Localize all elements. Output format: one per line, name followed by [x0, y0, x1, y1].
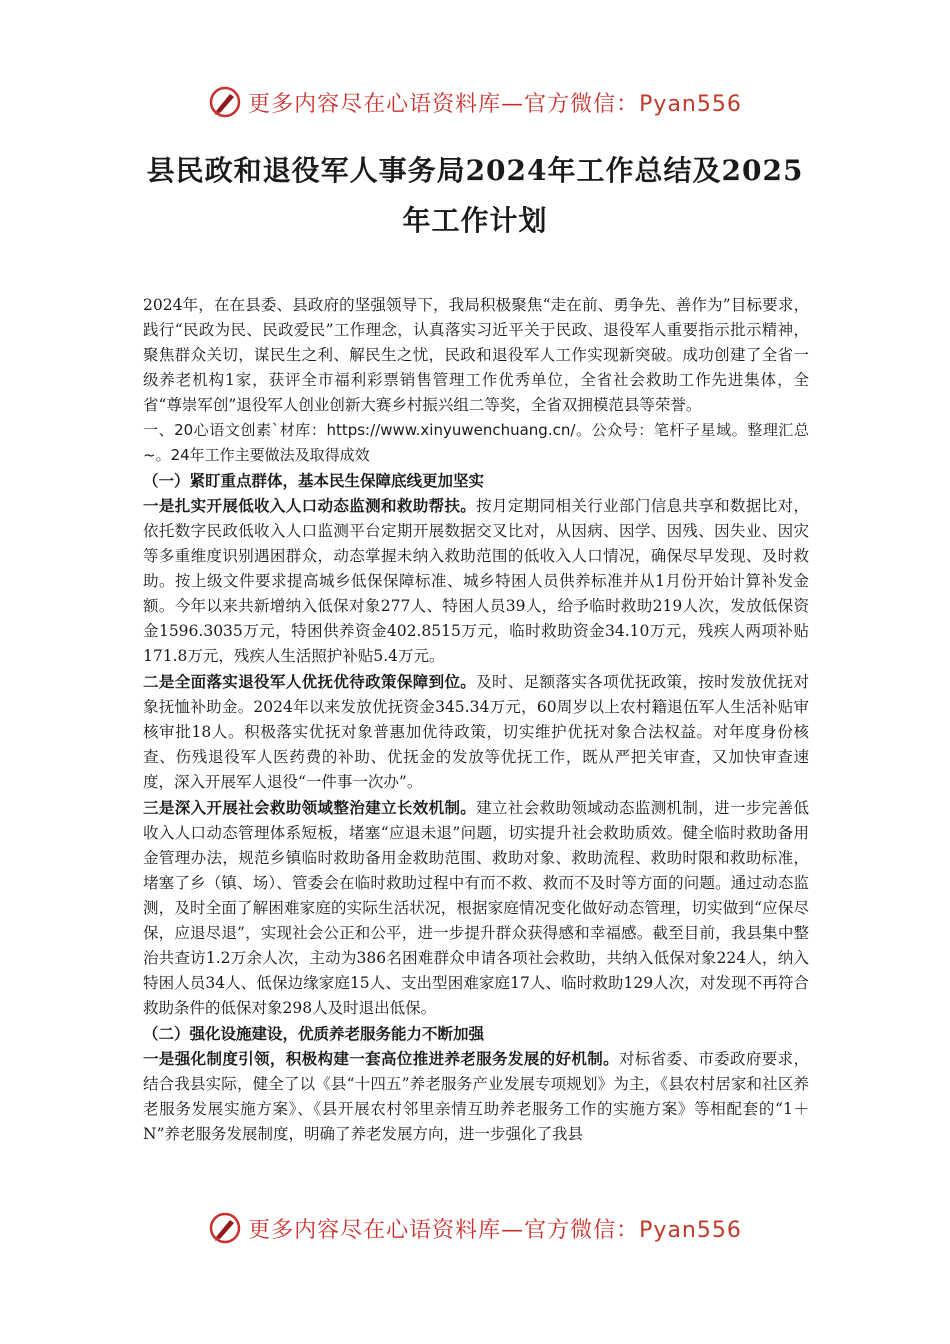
pen-logo-icon: [208, 85, 242, 119]
page-title: [120, 146, 830, 246]
pen-logo-icon: [208, 1211, 242, 1245]
paragraph-3-text: 建立社会救助领域动态监测机制，进一步完善低收入人口动态管理体系短板，堵塞“应退未退”问题，切实提升社会救助质效。健全临时救助备用金管理办法，规范乡镇临时救助备用金救助范围、救助对象、救助流程、救助时限和救助标准，堵塞了乡（镇、场）、管委会在临时救助过程中有而不救、救而不及时等方面的问题。通过动态监测，及时全面了解困难家庭的实际生活状况，根据家庭情况变化做好动态管理，切实做到“应保尽保，应退尽退”，实现社会公正和公平，进一步提升群众获得感和幸福感。截至目前，我县集中整治共查访1.2万余人次，主动为386名困难群众申请各项社会救助，共纳入低保对象224人，纳入特困人员34人、低保边缘家庭15人、支出型困难家庭17人、临时救助129人次，对发现不再符合救助条件的低保对象298人及时退出低保。: [143, 799, 809, 1017]
paragraph-2: [143, 669, 809, 795]
section-1-heading: 一、20心语文创素`材库：https://www.xinyuwenchuang.cn/。公众号：笔杆子星域。整理汇总~。24年工作主要做法及取得成效: [143, 421, 809, 464]
subsection-1-heading: （一）紧盯重点群体，基本民生保障底线更加坚实: [143, 471, 485, 490]
paragraph-3: [143, 795, 809, 1021]
paragraph-1: [143, 493, 809, 669]
watermark-text: 更多内容尽在心语资料库—官方微信：Pyan556: [248, 1217, 742, 1243]
wechat-id: Pyan556: [639, 91, 742, 117]
footer-watermark-banner: [0, 1208, 950, 1248]
title-line-2: 年工作计划: [402, 204, 548, 237]
paragraph-1-lead: 一是扎实开展低收入人口动态监测和救助帮扶。: [143, 496, 477, 515]
paragraph-4-text: 对标省委、市委政府要求，结合我县实际，健全了以《县“十四五”养老服务产业发展专项规划》为主，《县农村居家和社区养老服务发展实施方案》、《县开展农村邻里亲情互助养老服务工作的实施方案》等相配套的“1＋N”养老服务发展制度，明确了养老发展方向，进一步强化了我县: [143, 1050, 809, 1143]
document-body: [143, 293, 809, 1147]
header-watermark-banner: [0, 82, 950, 122]
paragraph-3-lead: 三是深入开展社会救助领域整治建立长效机制。: [143, 798, 477, 817]
watermark-text: 更多内容尽在心语资料库—官方微信：Pyan556: [248, 91, 742, 117]
paragraph-4: [143, 1046, 809, 1147]
wechat-id: Pyan556: [639, 1217, 742, 1243]
paragraph-2-text: 及时、足额落实各项优抚政策，按时发放优抚对象抚恤补助金。2024年以来发放优抚资金345.34万元，60周岁以上农村籍退伍军人生活补贴审核审批18人。积极落实优抚对象普惠加优待政策，切实维护优抚对象合法权益。对年度身份核查、伤残退役军人医药费的补助、优抚金的发放等优抚工作，既从严把关审查，又加快审查速度，深入开展军人退役“一件事一次办”。: [143, 673, 809, 791]
intro-paragraph: 2024年，在在县委、县政府的坚强领导下，我局积极聚焦“走在前、勇争先、善作为”目标要求，践行“民政为民、民政爱民”工作理念，认真落实习近平关于民政、退役军人重要指示批示精神，聚焦群众关切，谋民生之利、解民生之忧，民政和退役军人工作实现新突破。成功创建了全省一级养老机构1家，获评全市福利彩票销售管理工作优秀单位，全省社会救助工作先进集体，全省“尊崇军创”退役军人创业创新大赛乡村振兴组二等奖，全省双拥模范县等荣誉。: [143, 296, 809, 414]
paragraph-1-text: 按月定期同相关行业部门信息共享和数据比对，依托数字民政低收入人口监测平台定期开展数据交叉比对，从因病、因学、因残、因失业、因灾等多重维度识别遇困群众，动态掌握未纳入救助范围的低收入人口情况，确保尽早发现、及时救助。按上级文件要求提高城乡低保保障标准、城乡特困人员供养标准并从1月份开始计算补发金额。今年以来共新增纳入低保对象277人、特困人员39人，给予临时救助219人次，发放低保资金1596.3035万元，特困供养资金402.8515万元，临时救助资金34.10万元，残疾人两项补贴171.8万元，残疾人生活照护补贴5.4万元。: [143, 497, 809, 665]
paragraph-4-lead: 一是强化制度引领，积极构建一套高位推进养老服务发展的好机制。: [143, 1049, 619, 1068]
paragraph-2-lead: 二是全面落实退役军人优抚优待政策保障到位。: [143, 672, 477, 691]
subsection-2-heading: （二）强化设施建设，优质养老服务能力不断加强: [143, 1024, 485, 1043]
title-line-1: 县民政和退役军人事务局2024年工作总结及2025: [146, 154, 804, 187]
